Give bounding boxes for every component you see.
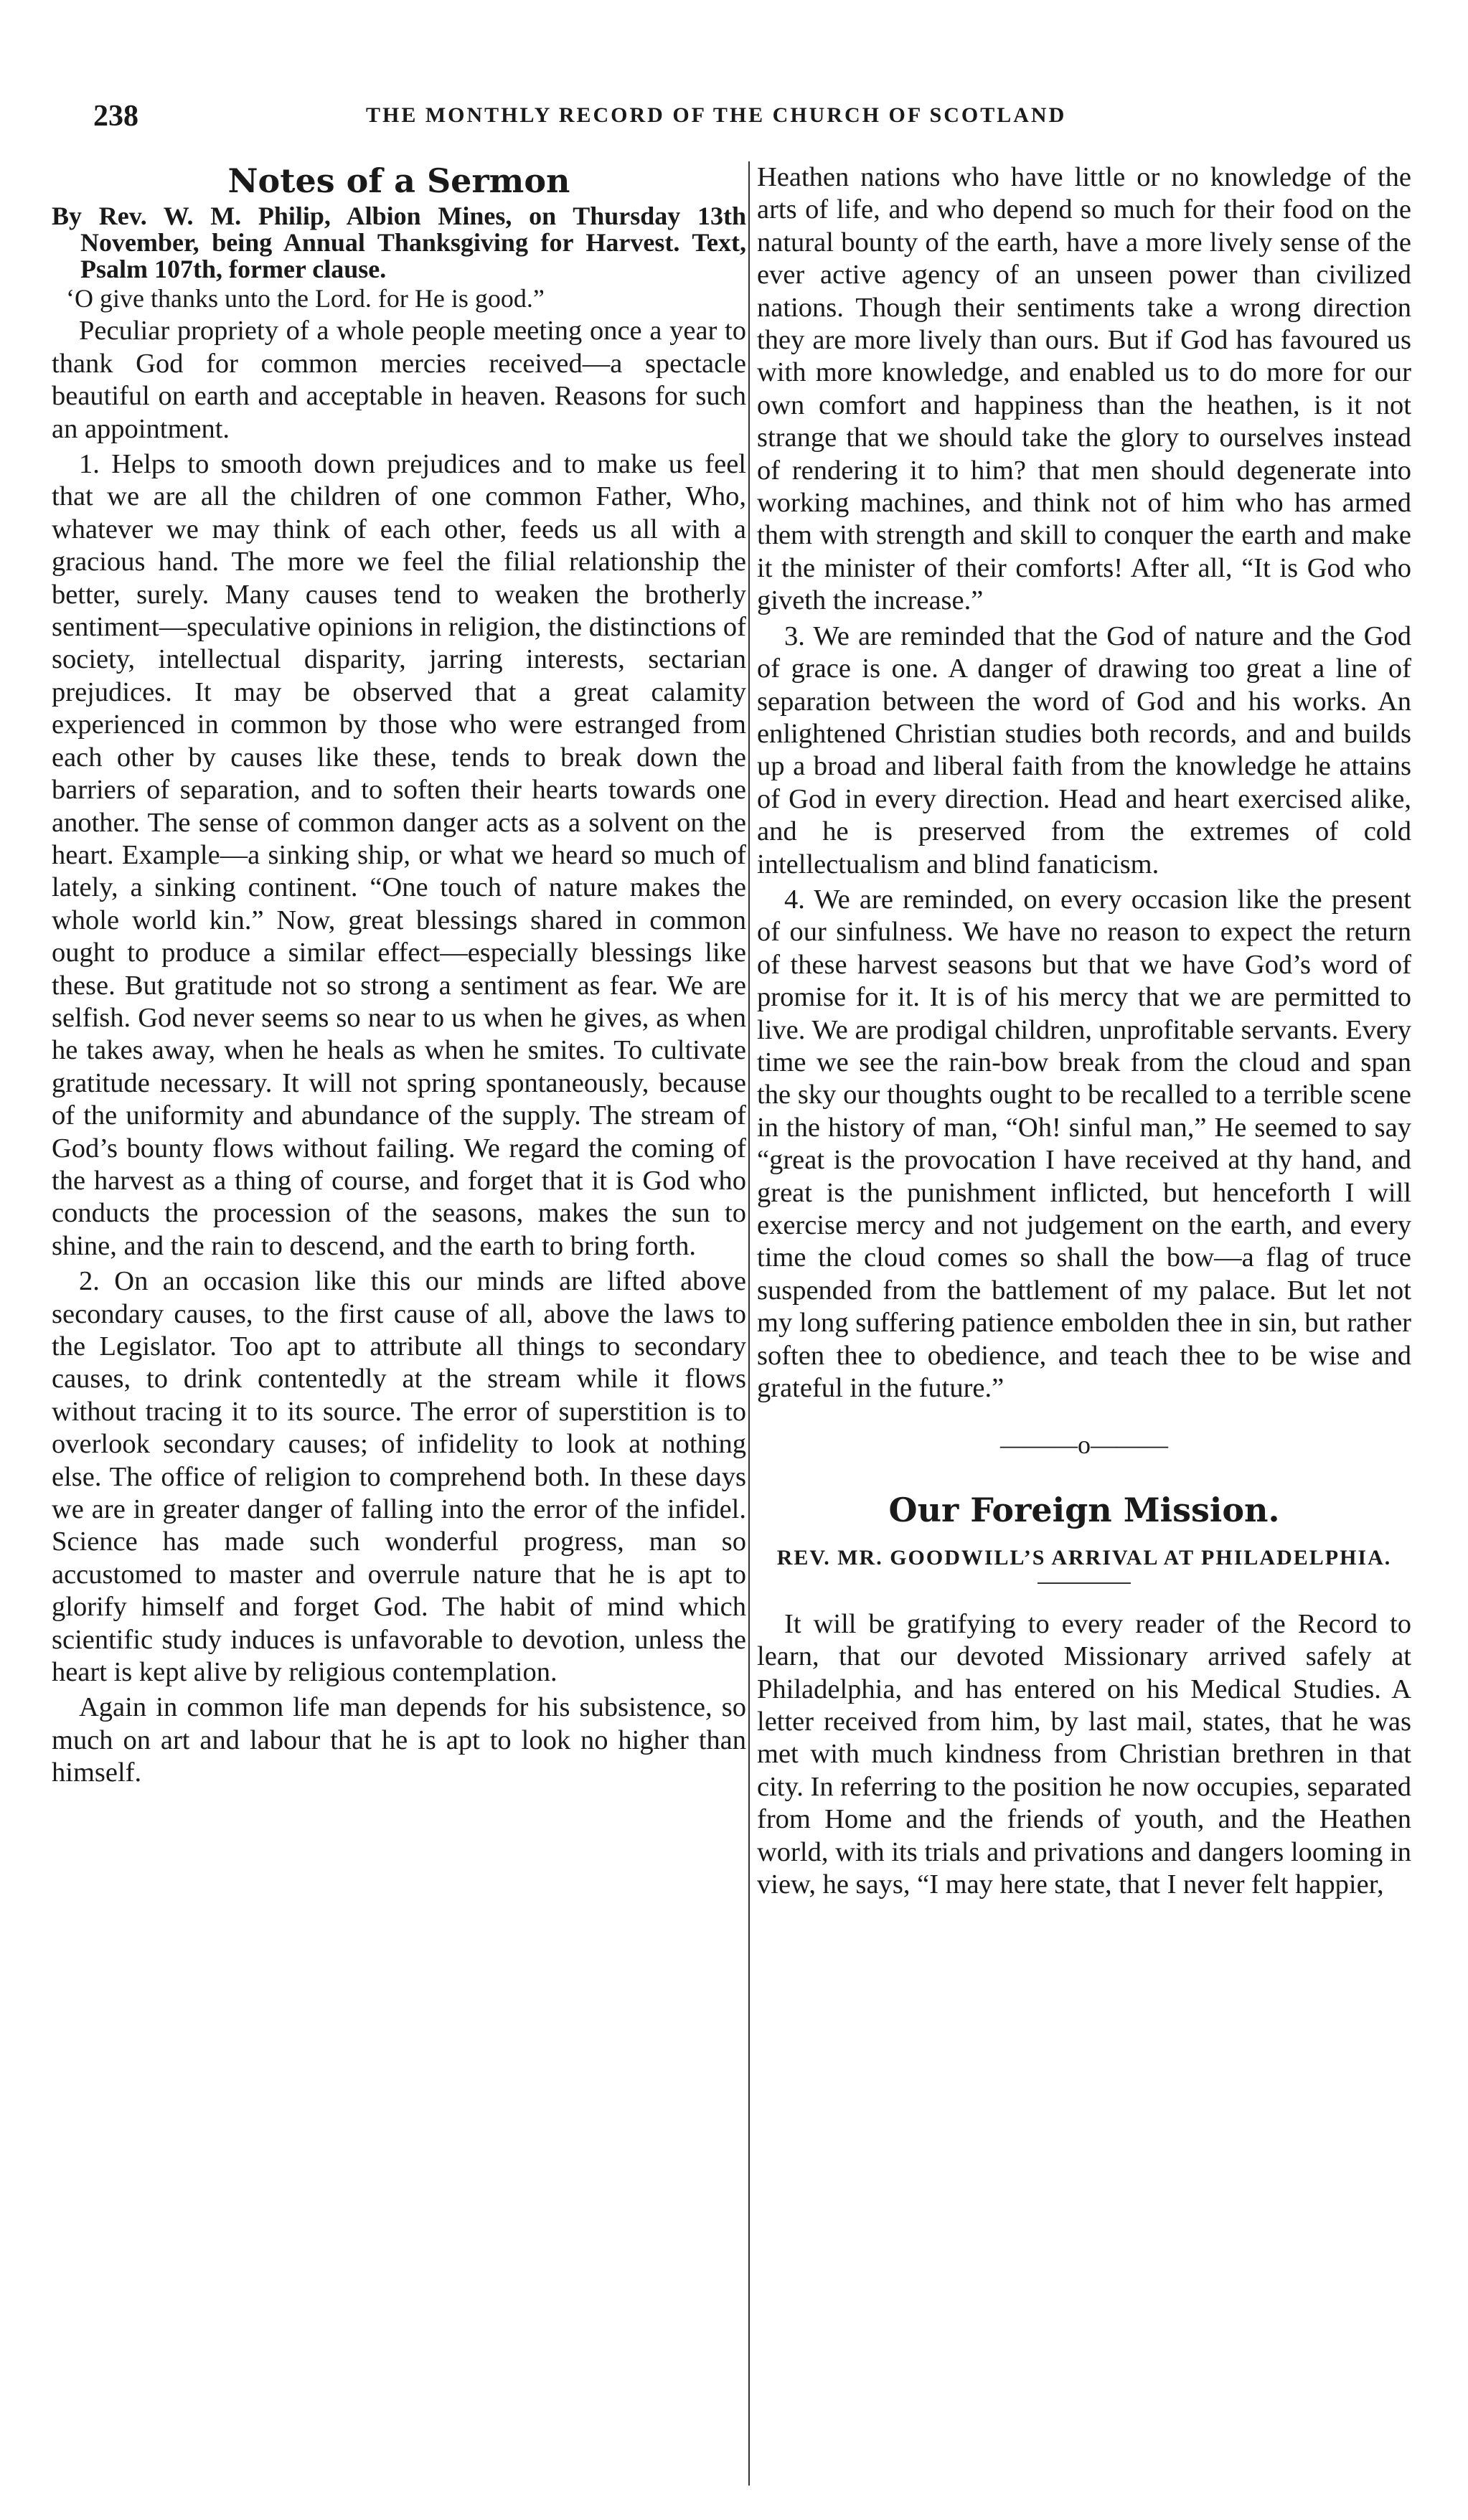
mission-title: Our Foreign Mission.: [888, 1490, 1280, 1529]
sermon-point-2: 2. On an occasion like this our minds are lifted above secondary causes, to the first cause of all, above the laws to the Legislator. Too apt to attribute all things to secondary causes, to drink contentedly at the stream while it flows without tracing it to its source. The error of superstition is to overlook secondary causes; of infidelity to look at nothing else. The office of religion to comprehend both. In these days we are in greater danger of falling into the error of the infidel. Science has made such wonderful progress, man so accustomed to master and overrule nature that he is apt to glorify himself and forget God. The habit of mind which scientific study induces is unfavorable to devotion, unless the heart is kept alive by religious contemplation.: [52, 1266, 746, 1688]
sermon-paragraph-again: Again in common life man depends for his subsistence, so much on art and labour that he is apt to look no higher than himself.: [52, 1692, 746, 1788]
sermon-text: ‘O give thanks unto the Lord. for He is good.”: [66, 284, 545, 313]
left-column: [52, 161, 746, 1790]
page-header: [93, 99, 1385, 142]
sermon-byline: By Rev. W. M. Philip, Albion Mines, on Thursday 13th November, being Annual Thanksgiving for Harvest. Text, Psalm 107th, former clause.: [52, 202, 746, 283]
mission-body: It will be gratifying to every reader of the Record to learn, that our devoted Missionary arrived safely at Philadelphia, and has entered on his Medical Studies. A letter received from him, by last mail, states, that he was met with much kindness from Christian brethren in that city. In referring to the position he now occupies, separated from Home and the friends of youth, and the Heathen world, with its trials and privations and dangers looming in view, he says, “I may here state, that I never felt happier,: [757, 1608, 1411, 1900]
running-title: THE MONTHLY RECORD OF THE CHURCH OF SCOTLAND: [366, 103, 1067, 127]
sermon-point-4: 4. We are reminded, on every occasion like the present of our sinfulness. We have no reason to expect the return of these harvest seasons but that we have God’s word of promise for it. It is of his mercy that we are permitted to live. We are prodigal children, unprofitable servants. Every time we see the rain-bow break from the cloud and span the sky our thoughts ought to be recalled to a terrible scene in the history of man, “Oh! sinful man,” He seemed to say “great is the provocation I have received at thy hand, and great is the punishment inflicted, but henceforth I will exercise mercy and not judgement on the earth, and every time the cloud comes so shall the bow—a flag of truce suspended from the battlement of my palace. But let not my long suffering patience embolden thee in sin, but rather soften thee to obedience, and teach thee to be wise and grateful in the future.”: [757, 884, 1411, 1404]
section-separator: ———o———: [1000, 1430, 1168, 1460]
sermon-intro: Peculiar propriety of a whole people meeting once a year to thank God for common mercies received—a spectacle beautiful on earth and acceptable in heaven. Reasons for such an appointment.: [52, 316, 746, 444]
sermon-continuation: Heathen nations who have little or no knowledge of the arts of life, and who depend so much for their food on the natural bounty of the earth, have a more lively sense of the ever active agency of an unseen power than civilized nations. Though their sentiments take a wrong direction they are more lively than ours. But if God has favoured us with more knowledge, and enabled us to do more for our own comfort and happiness than the heathen, is it not strange that we should take the glory to ourselves instead of rendering it to him? that men should degenerate into working machines, and think not of him who has armed them with strength and skill to conquer the earth and make it the minister of their comforts! After all, “It is God who giveth the increase.”: [757, 162, 1411, 616]
page-number: 238: [93, 100, 138, 133]
column-divider: [748, 161, 750, 2486]
right-column: [757, 161, 1411, 1902]
short-rule: [1038, 1582, 1131, 1584]
mission-subheading: REV. MR. GOODWILL’S ARRIVAL AT PHILADELPHIA.: [776, 1545, 1392, 1570]
sermon-point-1: 1. Helps to smooth down prejudices and to make us feel that we are all the children of one common Father, Who, whatever we may think of each other, feeds us all with a gracious hand. The more we feel the filial relationship the better, surely. Many causes tend to weaken the brotherly sentiment—speculative opinions in religion, the distinctions of society, intellectual disparity, jarring interests, sectarian prejudices. It may be observed that a great calamity experienced in common by those who were estranged from each other by causes like these, tends to break down the barriers of separation, and to soften their hearts towards one another. The sense of common danger acts as a solvent on the heart. Example—a sinking ship, or what we heard so much of lately, a sinking continent. “One touch of nature makes the whole world kin.” Now, great blessings shared in common ought to produce a similar effect—especially blessings like these. But gratitude not so strong a sentiment as fear. We are selfish. God never seems so near to us when he gives, as when he takes away, when he heals as when he smites. To cultivate gratitude necessary. It will not spring spontaneously, because of the uniformity and abundance of the supply. The stream of God’s bounty flows without failing. We regard the coming of the harvest as a thing of course, and forget that it is God who conducts the procession of the seasons, makes the sun to shine, and the rain to descend, and the earth to bring forth.: [52, 449, 746, 1261]
sermon-point-3: 3. We are reminded that the God of nature and the God of grace is one. A danger of drawing too great a line of separation between the word of God and his works. An enlightened Christian studies both records, and and builds up a broad and liberal faith from the knowledge he attains of God in every direction. Head and heart exercised alike, and he is preserved from the extremes of cold intellectualism and blind fanaticism.: [757, 620, 1411, 879]
sermon-title: Notes of a Sermon: [227, 161, 570, 200]
